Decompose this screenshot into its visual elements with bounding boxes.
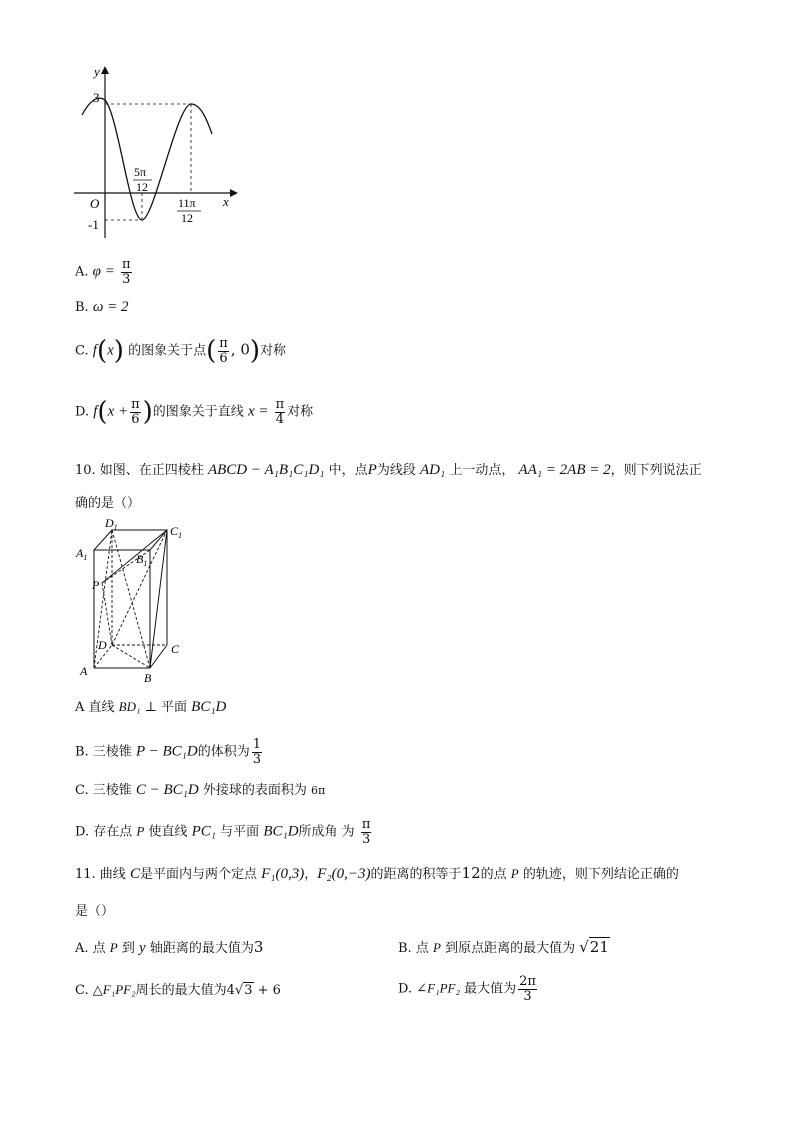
q11-option-c-text1: C.: [75, 983, 89, 998]
q11-option-c-plus: + 6: [257, 983, 281, 998]
q9-option-c-tail: 对称: [260, 343, 287, 359]
q10-option-d-text1: D. 存在点: [75, 824, 133, 840]
q11-option-d-den: 3: [523, 988, 532, 1004]
q10-option-d-plane: BC₁D: [263, 823, 299, 840]
q11-option-c-radicand: 3: [244, 983, 253, 998]
q9-option-d[interactable]: D. f(x + $\frac{\pi}{6}$ )的图象关于直线 x = $\frac{\pi}{4}$ 对称: [75, 397, 314, 428]
q10-option-d-den: 3: [361, 831, 371, 847]
q11-option-c[interactable]: [75, 983, 281, 997]
q10-option-b-body: P − BC₁D: [135, 743, 198, 760]
top-face-front: [94, 530, 167, 550]
q11-option-a-y: y: [139, 940, 146, 956]
q11-point-p: P: [510, 866, 519, 881]
q11-option-a-text1: A. 点: [75, 941, 106, 956]
q10-option-c-body: C − BC₁D: [135, 782, 199, 798]
edge-d-c1: [112, 530, 167, 645]
label-p: P: [92, 578, 100, 592]
q10-stem-e: ，则下列说法正: [610, 463, 702, 478]
q11-f1: F₁(0,3): [261, 866, 305, 882]
q10-option-d-text2: 使直线: [148, 824, 188, 840]
label-b1: $B_1$: [136, 552, 148, 568]
origin-label: O: [90, 196, 100, 211]
label-c: C: [171, 642, 180, 656]
q9-option-d-den1: 6: [131, 411, 140, 427]
y-axis-label: y: [94, 64, 100, 79]
q10-option-a-text1: A 直线: [75, 700, 115, 715]
q11-option-d-num: 2π: [519, 974, 536, 989]
q9-option-d-fraction1: [130, 398, 141, 426]
q11-option-b-text1: B. 点: [398, 941, 429, 956]
q9-option-d-tail: 对称: [287, 404, 314, 420]
q10-stem-line1: [75, 463, 702, 478]
q11-option-c-coef: 4: [226, 983, 235, 998]
q10-segment: AD₁: [419, 462, 446, 478]
q9-option-d-num1: π: [131, 397, 140, 412]
q10-option-d-num: π: [361, 817, 371, 832]
q11-option-d-text2: 最大值为: [464, 981, 517, 997]
q9-option-c-x: x: [107, 342, 114, 359]
q10-option-c-text2: 外接球的表面积为: [202, 783, 307, 798]
q11-stem-line1: [75, 866, 679, 882]
q11-option-b-radicand: 21: [589, 938, 609, 956]
q11-curve-c: C: [129, 866, 140, 882]
label-d: D: [98, 638, 107, 652]
q10-option-b-fraction: [252, 738, 262, 766]
q10-option-a-text2: ⊥ 平面: [144, 700, 188, 715]
y-max-label: 3: [93, 90, 100, 105]
q9-option-c[interactable]: C. f(x) 的图象关于点( $\frac{\pi}{6}$ , 0)对称: [75, 336, 287, 367]
q10-stem-line2: 确的是（）: [75, 496, 141, 511]
edge-b-bd1: [112, 530, 150, 668]
q9-option-d-xeq: x =: [247, 403, 269, 420]
label-a1: $A_1$: [76, 546, 88, 562]
q10-option-d-line: PC₁: [191, 823, 217, 840]
q10-option-c-text1: C. 三棱锥: [75, 783, 132, 798]
q9-option-a-num: π: [121, 257, 131, 272]
y-min-label: -1: [88, 217, 99, 232]
q11-option-b[interactable]: [398, 940, 610, 955]
q10-option-a-plane: BC₁D: [191, 699, 227, 715]
q11-option-a[interactable]: [75, 940, 263, 956]
q10-stem-a: 10. 如图、在正四棱柱: [75, 463, 204, 478]
prism-figure: [72, 515, 202, 687]
q10-option-c[interactable]: [75, 783, 325, 798]
q11-stem-a: 11. 曲线: [75, 867, 126, 882]
q10-option-a[interactable]: [75, 700, 226, 715]
q9-option-c-mid: 的图象关于点: [128, 343, 207, 359]
q11-twelve: 12: [461, 864, 481, 882]
q11-stem-d: 的点: [480, 867, 507, 882]
q9-option-c-label: C.: [75, 343, 89, 359]
q11-option-d-text1: D.: [398, 981, 413, 997]
q10-option-d-text4: 所成角 为: [298, 824, 355, 840]
q11-stem-c: 的距离的积等于: [370, 867, 462, 882]
q10-option-a-line: BD₁: [118, 699, 141, 714]
label-c1: $C_1$: [170, 524, 183, 540]
q9-option-d-x: x +: [107, 403, 129, 420]
q11-option-d-fraction: [518, 975, 537, 1003]
q10-option-d[interactable]: [75, 818, 373, 846]
q9-option-c-den: 6: [219, 350, 228, 366]
q11-stem-e: 的轨迹，则下列结论正确的: [522, 867, 679, 882]
q10-option-d-text3: 与平面: [220, 824, 260, 840]
q9-option-c-point: , 0: [230, 340, 250, 359]
q11-option-b-text2: 到原点距离的最大值为: [445, 941, 576, 956]
q9-option-b-label: B.: [75, 300, 89, 315]
q10-option-b-text1: B. 三棱锥: [75, 744, 132, 760]
q9-option-d-fraction2: [275, 398, 286, 426]
q11-option-a-value: 3: [253, 938, 264, 956]
q9-option-c-f: f: [92, 342, 97, 359]
tick2-numerator: 11π: [178, 196, 196, 210]
sine-graph: [60, 62, 250, 244]
q11-option-c-sqrt: √3: [234, 983, 253, 998]
q10-stem-d: 上一动点，: [449, 463, 515, 478]
tick1-numerator: 5π: [134, 165, 147, 179]
q9-option-a-lhs: φ =: [92, 263, 115, 280]
q9-option-d-num2: π: [275, 397, 285, 412]
q11-option-b-sqrt: √21: [579, 938, 609, 956]
q9-option-b-text: ω = 2: [92, 299, 129, 315]
q10-option-d-p: P: [136, 823, 145, 839]
q9-option-a[interactable]: [75, 258, 134, 286]
q11-option-a-text3: 轴距离的最大值为: [149, 941, 254, 956]
q11-stem-b: 是平面内与两个定点: [139, 867, 257, 882]
label-d1: $D_1$: [105, 516, 118, 532]
q10-option-b-den: 3: [252, 751, 261, 767]
q10-option-c-value: 6π: [311, 784, 326, 797]
q10-point-p: P: [367, 462, 377, 478]
q9-option-d-label: D.: [75, 404, 90, 420]
q11-option-a-p: P: [109, 940, 118, 955]
y-axis-arrow: [101, 66, 109, 74]
q9-option-d-f: f: [93, 403, 98, 420]
label-b: B: [144, 671, 152, 685]
q11-option-c-text2: 周长的最大值为: [135, 983, 227, 998]
q11-comma: ，: [304, 867, 318, 882]
q10-condition: AA₁ = 2AB = 2: [518, 462, 611, 478]
q9-option-c-fraction: [218, 337, 229, 365]
q10-stem-b: 中，点: [328, 463, 368, 478]
q10-prism: ABCD − A₁B₁C₁D₁: [207, 462, 325, 478]
q9-option-b[interactable]: [75, 300, 129, 315]
edge-c1-b: [150, 530, 167, 668]
q11-stem-line2: 是（）: [75, 904, 115, 919]
q11-option-a-text2: 到: [121, 941, 135, 956]
q9-option-d-den2: 4: [275, 411, 285, 427]
q11-option-c-triangle: △F₁PF₂: [92, 982, 136, 997]
q9-option-a-label: A.: [75, 264, 89, 280]
x-axis-label: x: [223, 194, 229, 209]
tick1-denominator: 12: [136, 180, 148, 194]
q10-option-b-text2: 的体积为: [197, 744, 250, 760]
q9-option-d-mid: 的图象关于直线: [152, 404, 244, 420]
q11-option-d[interactable]: [398, 975, 539, 1003]
q10-option-b[interactable]: [75, 738, 264, 766]
q10-option-b-num: 1: [252, 737, 261, 752]
tick2-denominator: 12: [181, 211, 193, 225]
q9-option-a-den: 3: [122, 271, 131, 287]
q11-option-b-p: P: [432, 940, 441, 955]
q11-option-d-angle: ∠F₁PF₂: [416, 980, 460, 996]
x-axis-arrow: [230, 189, 238, 197]
q9-option-a-fraction: [121, 258, 132, 286]
q11-f2: F₂(0,−3): [317, 866, 371, 882]
q10-option-d-fraction: [361, 818, 372, 846]
q9-option-c-num: π: [219, 336, 228, 351]
q10-stem-c: 为线段: [376, 463, 416, 478]
label-a: A: [80, 664, 88, 678]
